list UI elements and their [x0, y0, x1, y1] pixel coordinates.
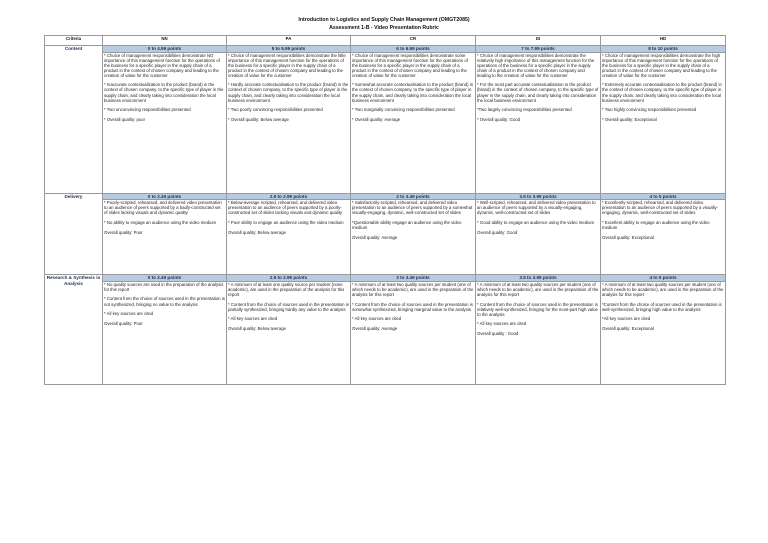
overall-quality: Overall quality: Average: [352, 234, 398, 240]
descriptor: * All key sources are cited: [104, 311, 154, 317]
band-label: 8 to 10 points: [601, 46, 726, 53]
descriptor: * A minimum of at least two quality sources per student (one of which needs to be academic), are used in the preparation of the analysis for this report: [477, 281, 599, 297]
descriptor: * Satisfactorily-scripted, rehearsed, and delivered video presentation to an audience of peers supported by a somewhat visually-engaging, dynamic, well-constructed set of slides: [352, 200, 473, 216]
band-row-content: [45, 46, 726, 53]
rubric-cell-research-cr: [351, 281, 476, 384]
descriptor: * All key sources are cited: [477, 321, 527, 327]
descriptor: *Content from the choice of sources used in the presentation is well-synthesized, bringing high value to the analysis: [602, 301, 722, 312]
band-label: 4 to 5 points: [601, 193, 726, 200]
band-label: 3.5 to 3.99 points: [476, 275, 601, 282]
band-label: 2.5 to 2.99 points: [227, 193, 351, 200]
document-title: Introduction to Logistics and Supply Chain Management (OMGT2085): [298, 17, 470, 23]
rubric-cell-content-hd: [601, 52, 726, 193]
descriptor: * A minimum of at least two quality sources per student (one of which needs to be academic), are used in the preparation of the analysis for this report: [602, 281, 724, 297]
descriptor: * Hardly accurate contextualisation to the product (brand) in the context of chosen company, to the specific type of player in the supply chain, and clearly taking into consideration the local business environment: [228, 82, 349, 103]
empty-tail-row: [45, 384, 726, 417]
overall-quality: * Overall quality: Exceptional: [602, 116, 657, 122]
empty-cell: [351, 384, 476, 417]
rubric-cell-delivery-di: [476, 200, 601, 275]
overall-quality: Overall quality: Below average: [228, 229, 287, 235]
criterion-research-synthesis: Research & Synthesis in Analysis: [45, 275, 103, 385]
band-label: 7 to 7.99 points: [476, 46, 601, 53]
rubric-cell-content-nn: [103, 52, 227, 193]
descriptor: * Excellently-scripted, rehearsed, and delivered video presentation to an audience of peers supported by a visually-engaging, dynamic, well-constructed set of slides: [602, 200, 719, 216]
band-label: 4 to 5 points: [601, 275, 726, 282]
descriptor: * For the most part accurate contextualisation to the product (brand) in the context of chosen company, to the specific type of player in the supply chain, and clearly taking into consideration the local business environment: [477, 82, 599, 103]
descriptor: * Poor ability to engage an audience using the video medium: [228, 219, 344, 225]
descriptor: * Well-scripted, rehearsed, and delivered video presentation to an audience of peers supported by a visually-engaging, dynamic, well-constructed set of slides: [477, 200, 596, 216]
descriptor: * A minimum of at least two quality sources per student (one of which needs to be academic), are used in the preparation of the analysis for this report: [352, 281, 474, 297]
rubric-cell-delivery-hd: [601, 200, 726, 275]
overall-quality: Overall quality: Average: [352, 325, 398, 331]
descriptor: * Below-average scripted, rehearsed, and delivered video presentation to an audience of peers supported by a poorly-constructed set of slides lacking visuals and dynamic quality: [228, 200, 343, 216]
descriptor: * Content from the choice of sources used in the presentation is partially synthesized, bringing hardly any value to the analysis: [228, 301, 349, 312]
descriptor: * No quality sources are used in the preparation of the analysis for this report: [104, 281, 224, 292]
descriptor: * Content from the choice of sources used in the presentation is relatively well-synthesized, bringing for the most-part high value to the analysis: [477, 301, 598, 317]
descriptor: * Choice of management responsibilities demonstrate some importance of this management function for the operations of the business for a specific player in the supply chain of a product in the context of chosen company and leading to the creation of value for the customer: [352, 52, 468, 78]
band-label: 0 to 2.49 points: [103, 275, 227, 282]
rubric-table: [44, 35, 726, 417]
descriptor: * Inaccurate contextualization to the product (brand) in the context of chosen company, to the specific type of player in the supply chain, and clearly taking into consideration the local business environment: [104, 82, 224, 103]
document-subtitle: Assessment 1-B - Video Presentation Rubric: [329, 25, 439, 31]
descriptor: * Content from the choice of sources used in the presentation is somewhat synthesized, bringing marginal value to the analysis: [352, 301, 473, 312]
descriptor: *Questionable ability engage an audience using the video medium: [352, 219, 462, 230]
overall-quality: Overall quality: Poor: [104, 320, 143, 326]
descriptor: * A minimum of at least one quality source per student (none academic), are used in the preparation of the analysis for this report: [228, 281, 345, 297]
descriptor: * Good ability to engage an audience using the video medium: [477, 219, 595, 225]
rubric-cell-research-di: [476, 281, 601, 384]
descriptor: * Extremely accurate contextualisation to the product (brand) in the context of chosen company, to the specific type of player in the supply chain, and clearly taking into consideration the local business environment: [602, 82, 722, 103]
rubric-cell-content-di: [476, 52, 601, 193]
column-header-hd: HD: [601, 36, 726, 46]
descriptor: * Poorly-scripted, rehearsed, and delivered video presentation to an audience of peers supported by a badly-constructed set of slides lacking visuals and dynamic quality: [104, 200, 222, 216]
descriptor: * Excellent ability to engage an audience using the video medium: [602, 219, 710, 230]
descriptor: *Two largely convincing responsibilities presented: [477, 107, 572, 113]
descriptor: * All key sources are cited: [352, 316, 402, 322]
empty-cell: [227, 384, 351, 417]
overall-quality: Overall quality: Exceptional: [602, 325, 654, 331]
rubric-cell-content-cr: [351, 52, 476, 193]
band-label: 0 to 4.99 points: [103, 46, 227, 53]
rubric-cell-delivery-pa: [227, 200, 351, 275]
band-label: 3 to 3.49 points: [351, 193, 476, 200]
empty-cell: [103, 384, 227, 417]
overall-quality: * Overall quality: Good: [477, 116, 520, 122]
descriptor: * Content from the choice of sources used in the presentation is not synthesized, bringing no value to the analysis: [104, 296, 225, 307]
criterion-delivery: Delivery: [45, 193, 103, 275]
overall-quality: Overall quality: Poor: [104, 229, 143, 235]
band-label: 6 to 6.99 points: [351, 46, 476, 53]
descriptor: * Two highly convincing responsibilities presented: [602, 107, 697, 113]
overall-quality: * Overall quality: Below average: [228, 116, 289, 122]
descriptor: * Somewhat accurate contextualisation to the product (brand) in the context of chosen company, to the specific type of player in the supply chain, and clearly taking into consideration the local business environment: [352, 82, 474, 103]
descriptor: * Choice of management responsibilities demonstrate the little importance of this management function for the operations of the business for a specific player in the supply chain of a product in the context of chosen company and leading to the creation of value for the customer: [228, 52, 346, 78]
overall-quality: Overall quality: Exceptional: [602, 234, 654, 240]
column-header-di: DI: [476, 36, 601, 46]
empty-cell: [476, 384, 601, 417]
descriptor: * Choice of management responsibilities demonstrate the high importance of this management function for the operations of the business for a specific player in the supply chain of a product in the context of chosen company and leading to the creation of value for the customer: [602, 52, 721, 78]
band-row-research: [45, 275, 726, 282]
overall-quality: Overall quality: Below average: [228, 325, 287, 331]
overall-quality: * Overall quality: poor: [104, 116, 146, 122]
band-label: 3 to 3.49 points: [351, 275, 476, 282]
descriptor: * Choice of management responsibilities demonstrate the relatively high importance of this management function for the operations of the business for a specific player in the supply chain of a product in the context of chosen company and leading to the creation of value for the customer: [477, 52, 595, 78]
descriptor: * All key sources are cited: [228, 316, 278, 322]
descriptor: * Two poorly convincing responsibilities presented: [228, 107, 323, 113]
criterion-content: Content: [45, 46, 103, 194]
descriptor: *All key sources are cited: [602, 316, 651, 322]
band-label: 2.5 to 2.99 points: [227, 275, 351, 282]
empty-cell: [45, 384, 103, 417]
criterion-row-research: [45, 281, 726, 384]
column-header-cr: CR: [351, 36, 476, 46]
band-row-delivery: [45, 193, 726, 200]
overall-quality: Overall quality: Good: [477, 229, 518, 235]
rubric-cell-delivery-cr: [351, 200, 476, 275]
band-label: 0 to 2.49 points: [103, 193, 227, 200]
column-header-pa: PA: [227, 36, 351, 46]
overall-quality: Overall quality : Good: [477, 330, 519, 336]
criterion-row-delivery: [45, 200, 726, 275]
criterion-row-content: [45, 52, 726, 193]
column-header-criteria: Criteria: [45, 36, 103, 46]
header-row: [45, 36, 726, 46]
rubric-cell-delivery-nn: [103, 200, 227, 275]
overall-quality: * Overall quality: Average: [352, 116, 401, 122]
band-label: 5 to 5.99 points: [227, 46, 351, 53]
empty-cell: [601, 384, 726, 417]
document-header: [0, 16, 768, 32]
descriptor: * Two marginally convincing responsibilities presented: [352, 107, 455, 113]
descriptor: * Two unconvincing responsibilities presented: [104, 107, 191, 113]
rubric-cell-content-pa: [227, 52, 351, 193]
column-header-nn: NN: [103, 36, 227, 46]
rubric-cell-research-hd: [601, 281, 726, 384]
band-label: 3.5 to 3.99 points: [476, 193, 601, 200]
descriptor: * Choice of management responsibilities demonstrate NO importance of this management function for the operations of the business for a specific player in the supply chain of a product in the context of chosen company and leading to the creation of value for the customer: [104, 52, 220, 78]
descriptor: * No ability to engage an audience using the video medium: [104, 219, 217, 225]
rubric-cell-research-nn: [103, 281, 227, 384]
rubric-cell-research-pa: [227, 281, 351, 384]
